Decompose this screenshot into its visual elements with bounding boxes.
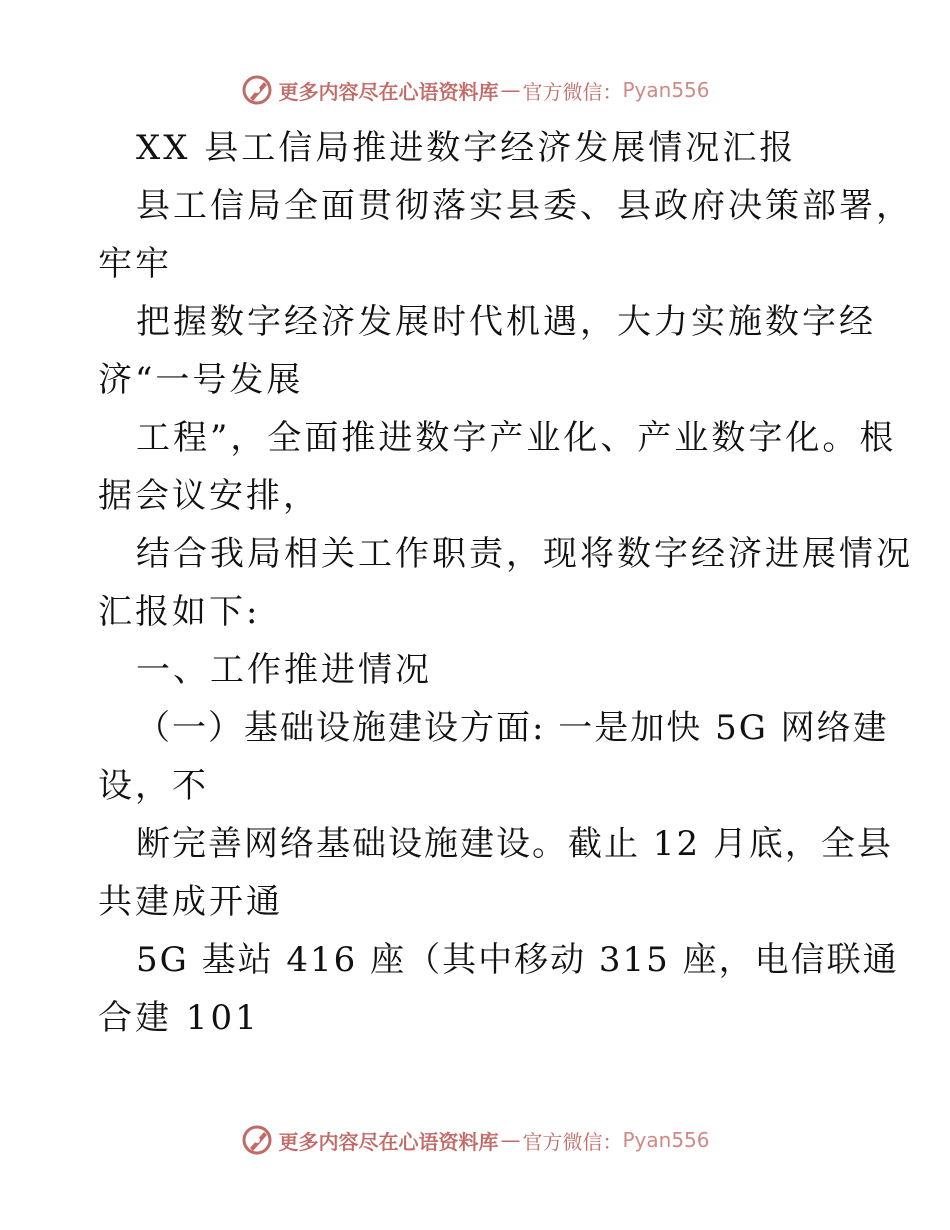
watermark-footer [0, 1120, 950, 1160]
watermark-dash: — [500, 1128, 521, 1152]
watermark-wechat-id: Pyan556 [622, 78, 710, 102]
paragraph-line: 把握数字经济发展时代机遇，大力实施数字经 [136, 302, 876, 342]
watermark-header [0, 70, 950, 110]
document-title: XX 县工信局推进数字经济发展情况汇报 [136, 128, 797, 168]
watermark-text: 更多内容尽在心语资料库 [278, 79, 499, 104]
subsection-heading: （一）基础设施建设方面: 一是加快 5G 网络建 [136, 708, 889, 748]
paragraph-line: 断完善网络基础设施建设。截止 12 月底，全县 [136, 824, 893, 864]
watermark-wechat-label: 官方微信： [522, 1129, 623, 1154]
paragraph-line: 工程”，全面推进数字产业化、产业数字化。根 [136, 418, 897, 458]
watermark-text: 更多内容尽在心语资料库 [278, 1129, 499, 1154]
paragraph-line: 5G 基站 416 座（其中移动 315 座，电信联通 [136, 940, 899, 980]
pen-logo-icon [240, 73, 274, 107]
watermark-wechat-id: Pyan556 [622, 1128, 710, 1152]
paragraph-line: 县工信局全面贯彻落实县委、县政府决策部署， [136, 186, 913, 226]
paragraph-line: 合建 101 [98, 998, 260, 1038]
watermark-wechat-label: 官方微信： [522, 79, 623, 104]
paragraph-line: 设，不 [98, 766, 209, 806]
paragraph-line: 济“一号发展 [98, 360, 304, 400]
paragraph-line: 汇报如下: [98, 592, 261, 632]
section-heading: 一、工作推进情况 [136, 650, 432, 690]
paragraph-line: 共建成开通 [98, 882, 283, 922]
paragraph-line: 牢牢 [98, 244, 172, 284]
paragraph-line: 据会议安排， [98, 476, 320, 516]
paragraph-line: 结合我局相关工作职责，现将数字经济进展情况 [136, 534, 913, 574]
watermark-dash: — [500, 78, 521, 102]
pen-logo-icon [240, 1123, 274, 1157]
